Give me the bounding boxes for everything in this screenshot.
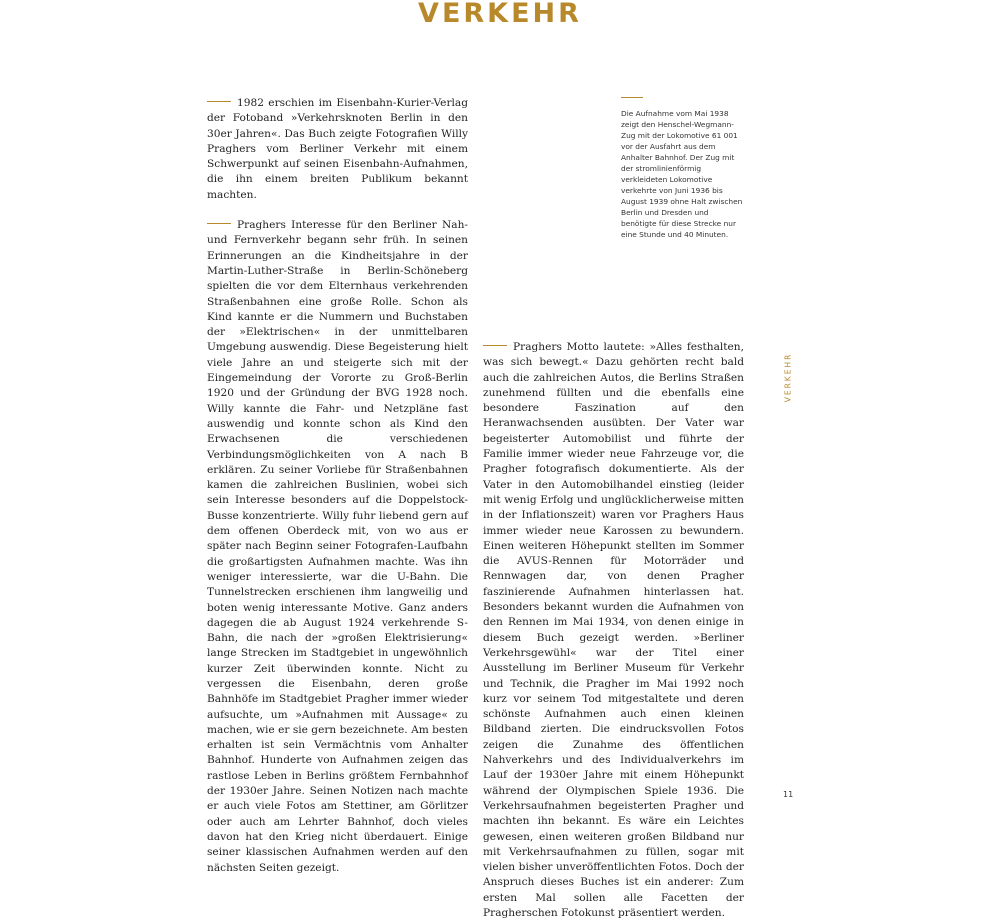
paragraph-rule <box>207 101 231 102</box>
paragraph-rule <box>483 345 507 346</box>
paragraph-text: 1982 erschien im Eisenbahn-Kurier-Verlag der Fotoband »Verkehrsknoten Berlin in den 30er Jahren«. Das Buch zeigte Fotografien Willy Praghers vom Berliner Verkehr mit einem Schwerpunkt auf seinen Eisenbahn-Aufnahmen, die ihn einem breiten Publikum bekannt machten. <box>207 97 468 201</box>
page-number: 11 <box>783 790 794 799</box>
caption-rule <box>621 97 643 98</box>
paragraph <box>207 218 468 876</box>
photo-caption <box>621 97 746 240</box>
paragraph-text: Praghers Motto lautete: »Alles festhalten, was sich bewegt.« Dazu gehörten recht bald auch die zahlreichen Autos, die Berlins Straßen zunehmend füllten und die ebenfalls eine besondere Faszination auf den Heranwachsenden ausübten. Der Vater war begeisterter Automobilist und führte der Familie immer wieder neue Fahrzeuge vor, die Pragher fotografisch dokumentierte. Als der Vater in den Automobilhandel einstieg (leider mit wenig Erfolg und unglücklicherweise mitten in der Inflationszeit) waren vor Praghers Haus immer wieder neue Karossen zu bewundern. Einen weiteren Höhepunkt stellten im Sommer die AVUS-Rennen für Motorräder und Rennwagen dar, von denen Pragher faszinierende Aufnahmen hinterlassen hat. Besonders bekannt wurden die Aufnahmen von den Rennen im Mai 1934, von denen einige in diesem Buch gezeigt werden. »Berliner Verkehrsgewühl« war der Titel einer Ausstellung im Berliner Museum für Verkehr und Technik, die Pragher im Mai 1992 noch kurz vor seinem Tod mitgestaltete und deren schönste Aufnahmen auch einen kleinen Bildband zierten. Die eindrucksvollen Fotos zeigen die Zunahme des öffentlichen Nahverkehrs und des Individualverkehrs im Lauf der 1930er Jahre mit einem Höhepunkt während der Olympischen Spiele 1936. Die Verkehrsaufnahmen begeisterten Pragher und machten ihn bekannt. Es wäre ein Leichtes gewesen, einen weiteren großen Bildband nur mit Verkehrsaufnahmen zu füllen, sogar mit vielen bisher unveröffentlichten Fotos. Doch der Anspruch dieses Buches ist ein anderer: Zum ersten Mal sollen alle Facetten der Pragherschen Fotokunst präsentiert werden. <box>483 341 744 919</box>
caption-text: Die Aufnahme vom Mai 1938 zeigt den Henschel-Wegmann-Zug mit der Lokomotive 61 001 vor der Ausfahrt aus dem Anhalter Bahnhof. Der Zug mit der stromlinienförmig verkleideten Lokomotive verkehrte von Juni 1936 bis August 1939 ohne Halt zwischen Berlin und Dresden und benötigte für diese Strecke nur eine Stunde und 40 Minuten. <box>621 109 743 239</box>
page-title: VERKEHR <box>418 0 582 29</box>
paragraph <box>483 340 744 921</box>
left-text-column <box>207 96 468 876</box>
right-text-column <box>483 340 744 921</box>
paragraph-rule <box>207 223 231 224</box>
paragraph <box>207 96 468 203</box>
paragraph-text: Praghers Interesse für den Berliner Nah- und Fernverkehr begann sehr früh. In seinen Erinnerungen an die Kindheitsjahre in der Martin-Luther-Straße in Berlin-Schöneberg spielten die vor dem Elternhaus verkehrenden Straßenbahnen eine große Rolle. Schon als Kind kannte er die Nummern und Buchstaben der »Elektrischen« in der unmittelbaren Umgebung auswendig. Diese Begeisterung hielt viele Jahre an und steigerte sich mit der Eingemeindung der Vororte zu Groß-Berlin 1920 und der Gründung der BVG 1928 noch. Willy kannte die Fahr- und Netzpläne fast auswendig und konnte schon als Kind den Erwachsenen die verschiedenen Verbindungsmöglichkeiten von A nach B erklären. Zu seiner Vorliebe für Straßenbahnen kamen die zahlreichen Buslinien, wobei sich sein Interesse besonders auf die Doppelstock-Busse konzentrierte. Willy fuhr liebend gern auf dem offenen Oberdeck mit, von wo aus er später nach Beginn seiner Fotografen-Laufbahn die großartigsten Aufnahmen machte. Was ihn weniger interessierte, war die U-Bahn. Die Tunnelstrecken erschienen ihm langweilig und boten wenig interessante Motive. Ganz anders dagegen die ab August 1924 verkehrende S-Bahn, die nach der »großen Elektrisierung« lange Strecken im Stadtgebiet in ungewöhnlich kurzer Zeit überwinden konnte. Nicht zu vergessen die Eisenbahn, deren große Bahnhöfe im Stadtgebiet Pragher immer wieder aufsuchte, um »Aufnahmen mit Aussage« zu machen, wie er sie gern bezeichnete. Am besten erhalten ist sein Vermächtnis vom Anhalter Bahnhof. Hunderte von Aufnahmen zeigen das rastlose Leben in Berlins größtem Fernbahnhof der 1930er Jahre. Seinen Notizen nach machte er auch viele Fotos am Stettiner, am Görlitzer oder auch am Lehrter Bahnhof, doch vieles davon hat den Krieg nicht überdauert. Einige seiner klassischen Aufnahmen werden auf den nächsten Seiten gezeigt. <box>207 219 468 874</box>
side-section-label: VERKEHR <box>783 352 793 403</box>
